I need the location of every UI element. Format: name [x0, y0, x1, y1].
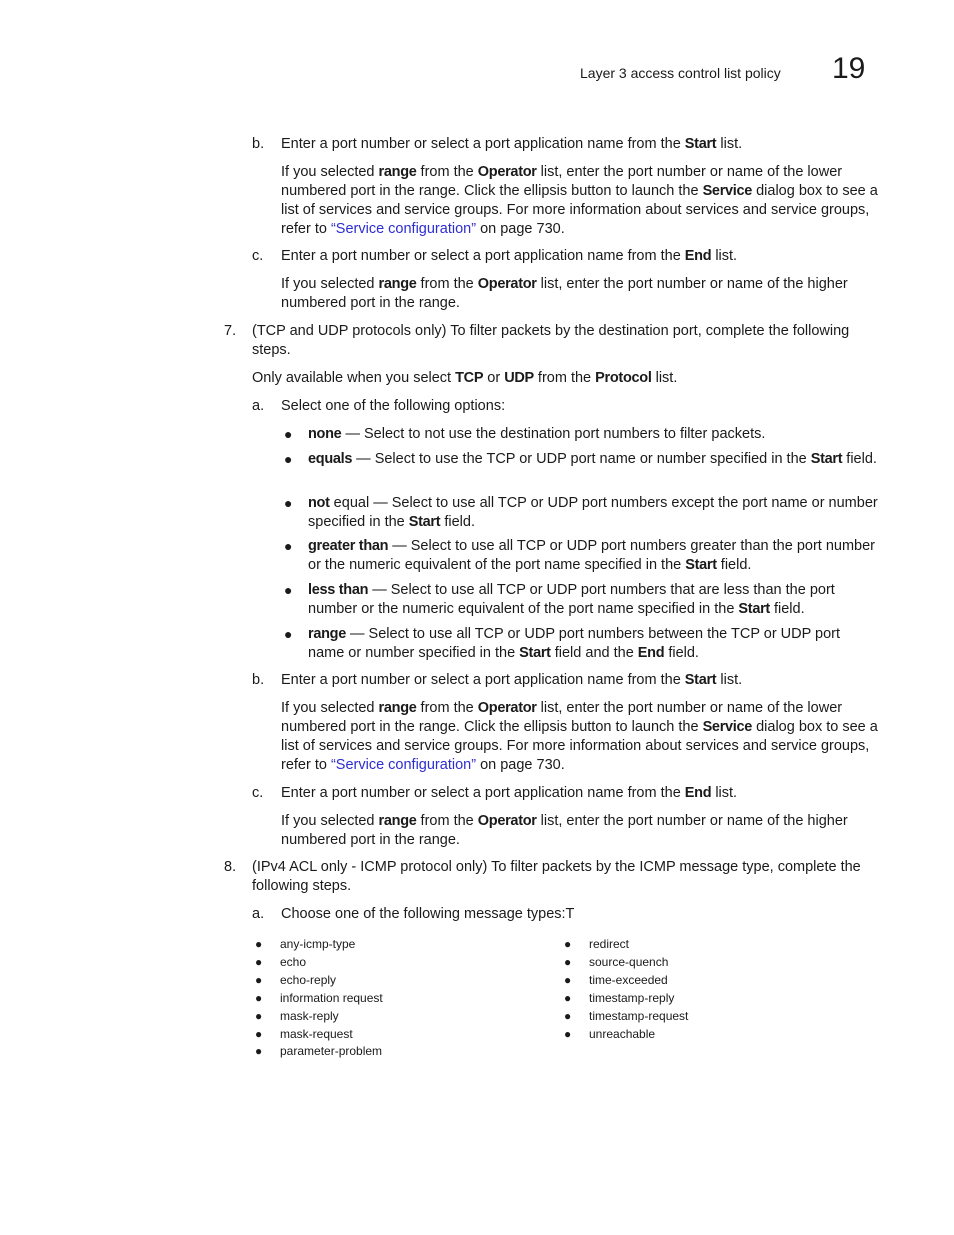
icmp-type-item: redirect [589, 937, 630, 951]
bullet-icon: ● [564, 1009, 572, 1023]
bullet-icon: ● [564, 937, 572, 951]
bullet-icon: ● [255, 991, 263, 1005]
step-paragraph: If you selected range from the Operator list, enter the port number or name of the higher numbered port in the range. [281, 276, 848, 311]
service-configuration-link[interactable]: “Service configuration” [330, 757, 477, 773]
bullet-icon: ● [284, 451, 293, 467]
running-header: Layer 3 access control list policy [580, 65, 781, 81]
step-marker: c. [252, 785, 264, 801]
step-marker: b. [252, 136, 265, 152]
step-line: Enter a port number or select a port application name from the End list. [281, 248, 738, 264]
step-number: 8. [224, 859, 237, 875]
substep-marker: a. [252, 906, 265, 922]
step-paragraph: If you selected range from the Operator list, enter the port number or name of the lower numbered port in the range. Click the ellipsis button to launch the Service dialog box to see a list of services and service groups. For more information about services and service groups, refer to “Service configuration” on page 730. [281, 164, 878, 237]
bullet-item: none — Select to not use the destination port numbers to filter packets. [308, 426, 766, 442]
icmp-type-item: echo-reply [280, 973, 337, 987]
step-line: Enter a port number or select a port application name from the Start list. [281, 672, 743, 688]
icmp-type-item: source-quench [589, 955, 669, 969]
bullet-icon: ● [255, 955, 263, 969]
bullet-icon: ● [255, 973, 263, 987]
bullet-item: greater than — Select to use all TCP or UDP port numbers greater than the port number or the numeric equivalent of the port name specified in the Start field. [308, 538, 876, 573]
bullet-item: not equal — Select to use all TCP or UDP port numbers except the port name or number specified in the Start field. [308, 495, 878, 530]
step-note: Only available when you select TCP or UDP from the Protocol list. [252, 370, 678, 386]
bullet-icon: ● [284, 538, 293, 554]
bullet-icon: ● [284, 426, 293, 442]
icmp-type-item: unreachable [589, 1027, 656, 1041]
step-paragraph: If you selected range from the Operator list, enter the port number or name of the higher numbered port in the range. [281, 813, 848, 848]
icmp-type-item: echo [280, 955, 307, 969]
icmp-type-item: time-exceeded [589, 973, 668, 987]
bullet-icon: ● [255, 1044, 263, 1058]
substep-marker: a. [252, 398, 265, 414]
bullet-icon: ● [255, 1027, 263, 1041]
bullet-item: less than — Select to use all TCP or UDP port numbers that are less than the port number or the numeric equivalent of the port name specified in the Start field. [308, 582, 835, 617]
step-marker: b. [252, 672, 265, 688]
step-number: 7. [224, 323, 237, 339]
chapter-number: 19 [832, 52, 866, 85]
icmp-type-item: information request [280, 991, 383, 1005]
bullet-item: equals — Select to use the TCP or UDP port name or number specified in the Start field. [308, 451, 877, 467]
step-line: Enter a port number or select a port application name from the Start list. [281, 136, 743, 152]
step-line: Enter a port number or select a port application name from the End list. [281, 785, 738, 801]
bullet-icon: ● [284, 495, 293, 511]
bullet-icon: ● [255, 937, 263, 951]
step-paragraph: If you selected range from the Operator list, enter the port number or name of the lower numbered port in the range. Click the ellipsis button to launch the Service dialog box to see a list of services and service groups. For more information about services and service groups, refer to “Service configuration” on page 730. [281, 700, 878, 773]
bullet-icon: ● [284, 582, 293, 598]
substep-text: Choose one of the following message types:T [281, 906, 575, 922]
bullet-icon: ● [564, 973, 572, 987]
bullet-icon: ● [564, 991, 572, 1005]
step-text: (IPv4 ACL only - ICMP protocol only) To filter packets by the ICMP message type, complete the following steps. [252, 859, 861, 894]
step-text: (TCP and UDP protocols only) To filter packets by the destination port, complete the following steps. [252, 323, 850, 358]
service-configuration-link[interactable]: “Service configuration” [330, 221, 477, 237]
bullet-icon: ● [564, 1027, 572, 1041]
bullet-icon: ● [564, 955, 572, 969]
step-marker: c. [252, 248, 264, 264]
icmp-type-item: timestamp-request [589, 1009, 689, 1023]
bullet-icon: ● [255, 1009, 263, 1023]
icmp-type-item: any-icmp-type [280, 937, 356, 951]
icmp-type-item: mask-request [280, 1027, 353, 1041]
icmp-type-item: mask-reply [280, 1009, 339, 1023]
bullet-item: range — Select to use all TCP or UDP port numbers between the TCP or UDP port name or number specified in the Start field and the End field. [308, 626, 841, 661]
bullet-icon: ● [284, 626, 293, 642]
substep-text: Select one of the following options: [281, 398, 506, 414]
icmp-type-item: timestamp-reply [589, 991, 675, 1005]
icmp-type-item: parameter-problem [280, 1044, 383, 1058]
